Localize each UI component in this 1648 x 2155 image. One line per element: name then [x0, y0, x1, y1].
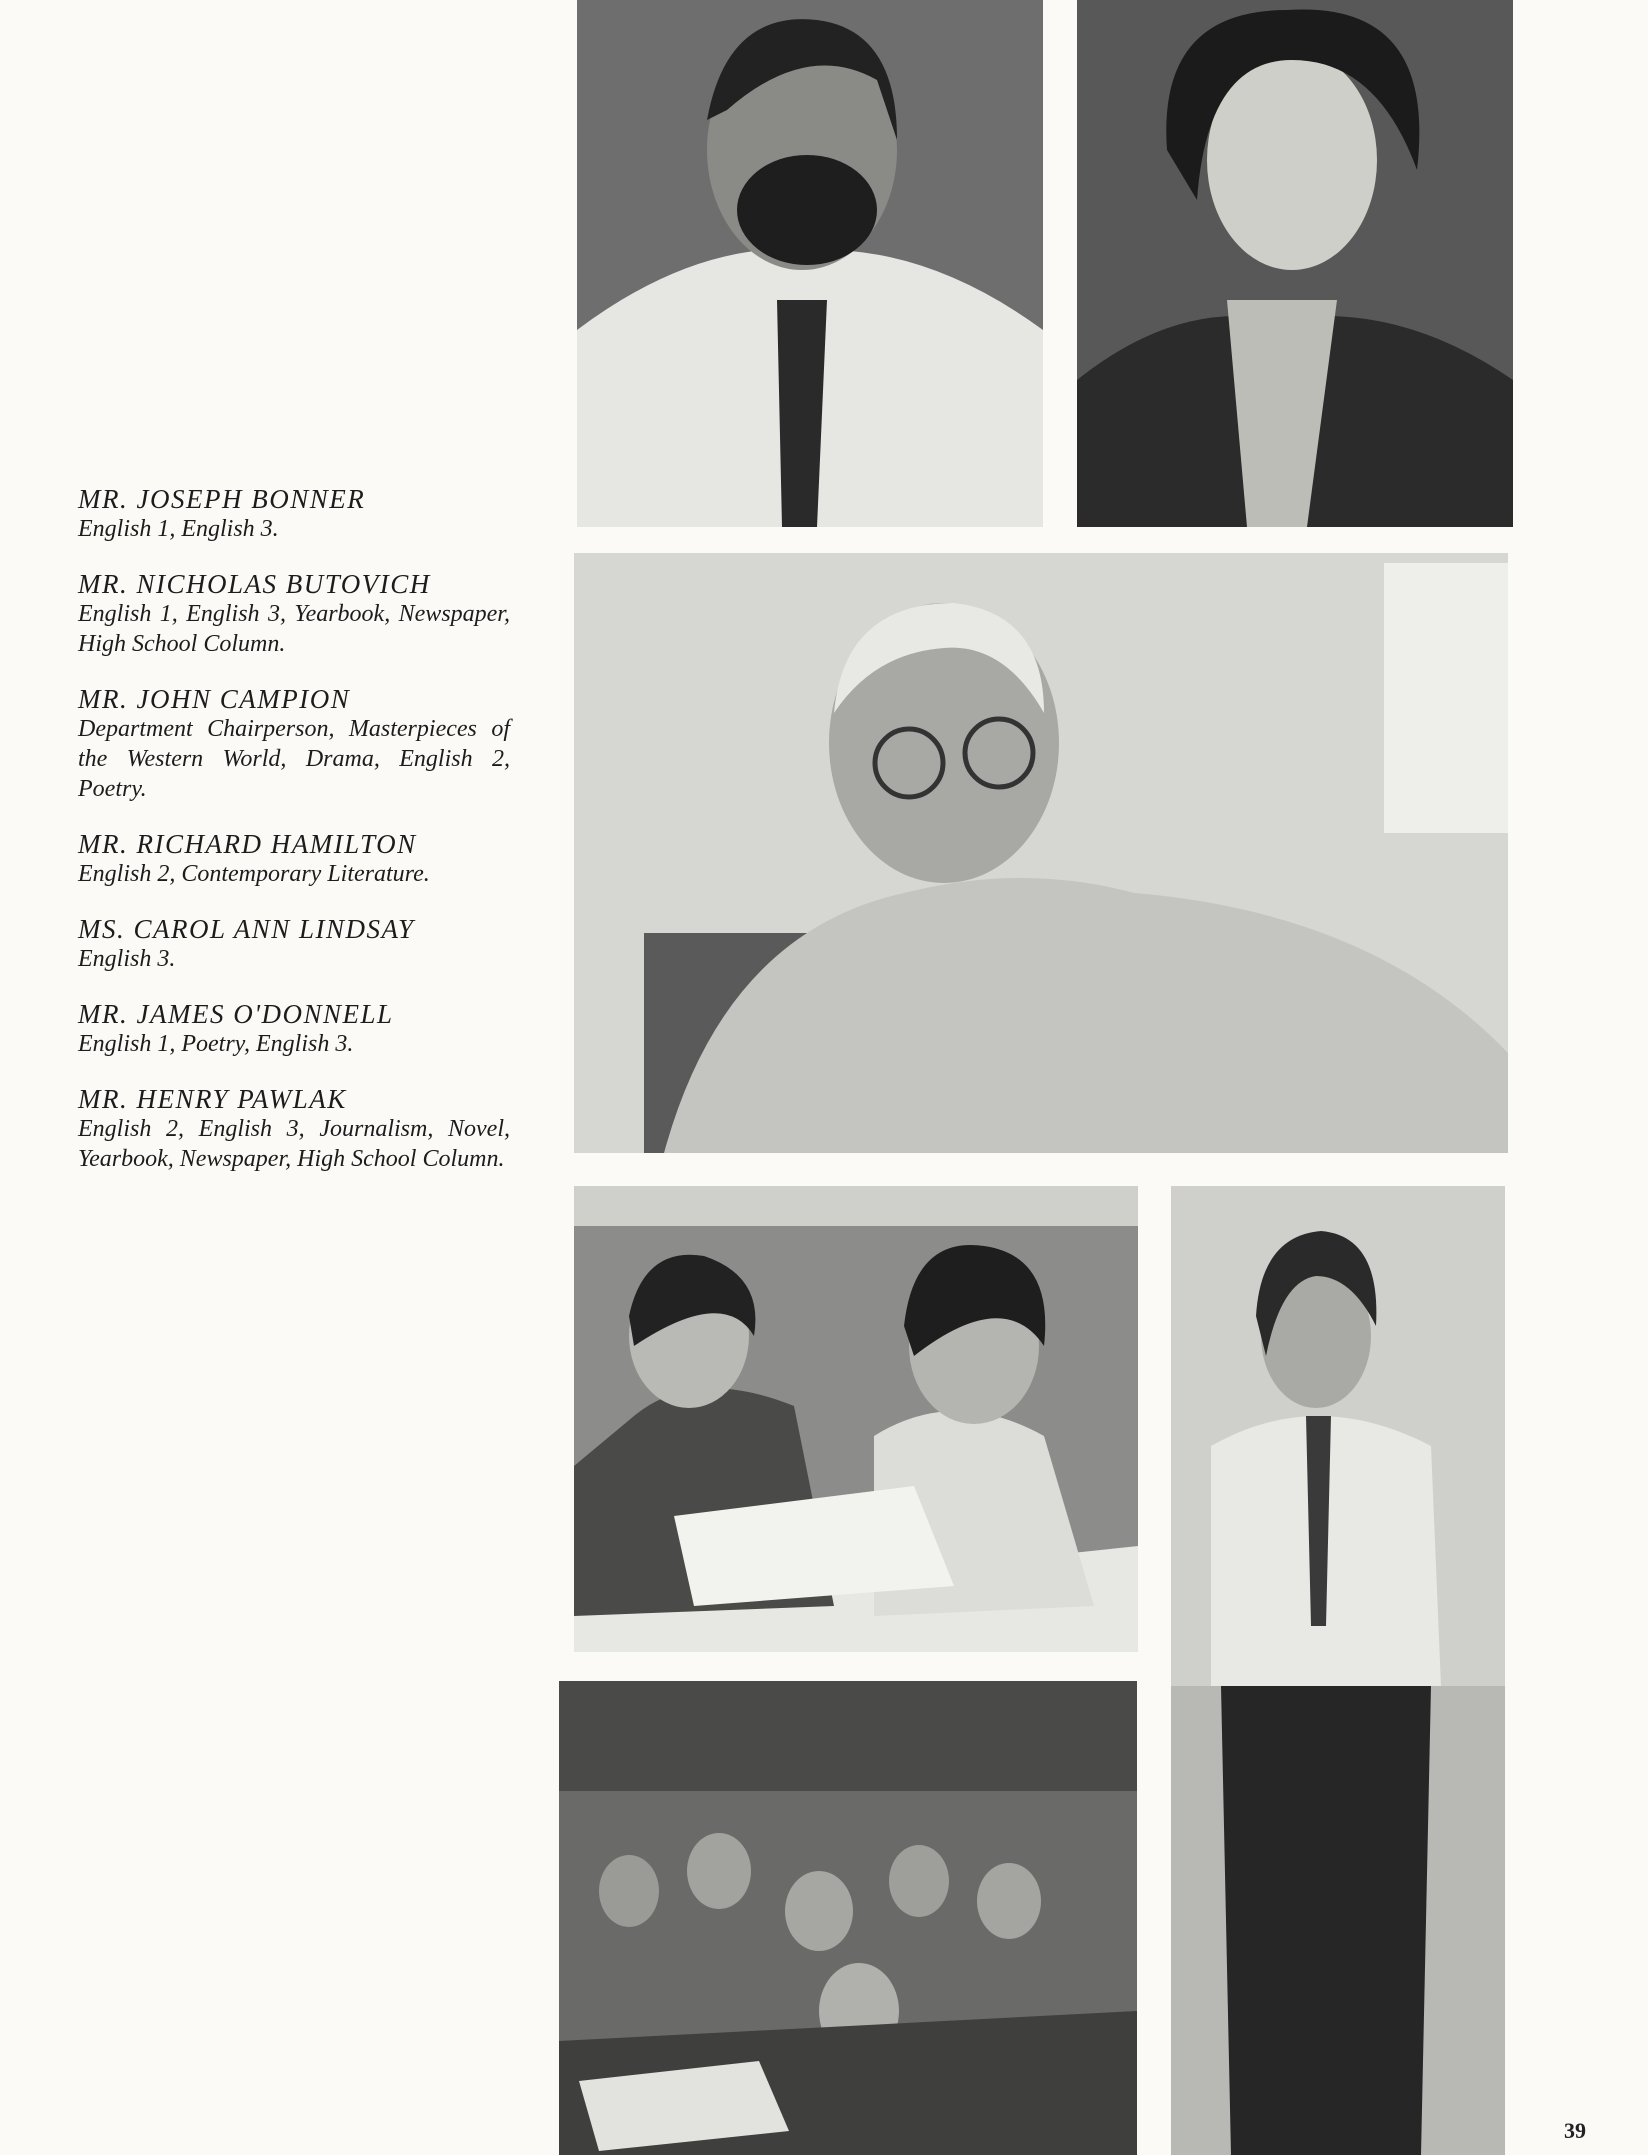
photo-classroom-students — [559, 1681, 1137, 2155]
photo-curly-haired-teacher — [1077, 0, 1513, 527]
teacher-name: MR. JOHN CAMPION — [78, 684, 351, 714]
teacher-name: MR. JAMES O'DONNELL — [78, 999, 394, 1029]
caption-entry — [78, 684, 510, 804]
caption-entry — [78, 999, 510, 1059]
page-number: 39 — [1564, 2118, 1586, 2143]
teacher-subjects: English 2, English 3, Journalism, Novel, Yearbook, Newspaper, High School Column. — [78, 1116, 510, 1172]
teacher-subjects: English 1, English 3, Yearbook, Newspaper, High School Column. — [78, 601, 510, 657]
teacher-name: MR. RICHARD HAMILTON — [78, 829, 417, 859]
caption-entry — [78, 569, 510, 659]
teacher-subjects: English 1, Poetry, English 3. — [78, 1031, 354, 1057]
teacher-subjects: English 2, Contemporary Literature. — [78, 861, 430, 887]
caption-entry — [78, 914, 510, 974]
teacher-name: MR. NICHOLAS BUTOVICH — [78, 569, 431, 599]
teacher-subjects: English 3. — [78, 946, 176, 972]
photo-standing-teacher — [1171, 1186, 1505, 2155]
faculty-captions — [78, 484, 510, 1199]
caption-entry — [78, 1084, 510, 1174]
photo-bearded-teacher — [577, 0, 1043, 527]
teacher-name: MS. CAROL ANN LINDSAY — [78, 914, 415, 944]
teacher-subjects: Department Chairperson, Masterpieces of the Western World, Drama, English 2, Poetry. — [78, 716, 510, 802]
caption-entry — [78, 484, 510, 544]
caption-entry — [78, 829, 510, 889]
teacher-name: MR. JOSEPH BONNER — [78, 484, 366, 514]
photo-students-reading — [574, 1186, 1138, 1652]
photo-seated-teacher — [574, 553, 1508, 1153]
teacher-name: MR. HENRY PAWLAK — [78, 1084, 347, 1114]
teacher-subjects: English 1, English 3. — [78, 516, 279, 542]
